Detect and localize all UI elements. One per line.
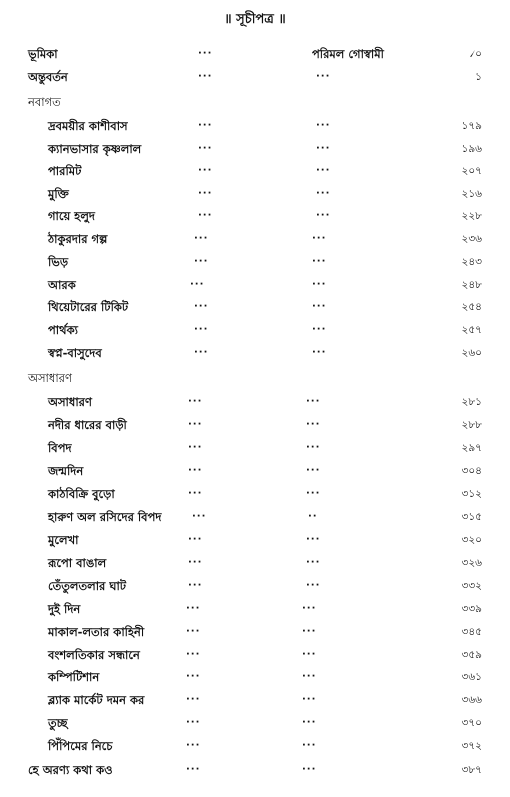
leader-dots: ··· bbox=[316, 143, 331, 154]
leader-dots: ··· bbox=[312, 279, 327, 290]
entry-page: ২০৭ bbox=[461, 165, 482, 177]
leader-dots: ··· bbox=[316, 188, 331, 199]
leader-dots: ··· bbox=[302, 764, 317, 775]
entry-page: ৩৭০ bbox=[461, 717, 482, 729]
toc-entry bbox=[0, 483, 510, 505]
entry-title: বিপদ bbox=[48, 441, 72, 455]
leader-dots: ··· bbox=[306, 465, 321, 476]
leader-dots: ··· bbox=[188, 488, 203, 499]
toc-entry bbox=[0, 666, 510, 688]
leader-dots: ·· bbox=[308, 511, 318, 522]
toc-entry bbox=[0, 342, 510, 364]
leader-dots: ··· bbox=[306, 419, 321, 430]
toc-entry bbox=[0, 598, 510, 620]
leader-dots: ··· bbox=[194, 233, 209, 244]
leader-dots: ··· bbox=[198, 210, 213, 221]
entry-title: জন্মদিন bbox=[48, 464, 84, 478]
leader-dots: ··· bbox=[188, 557, 203, 568]
entry-title: রূপো বাঙাল bbox=[48, 556, 107, 570]
entry-title: ব্ল্যাক মার্কেট দমন কর bbox=[48, 693, 145, 707]
entry-title: তেঁতুলতলার ঘাট bbox=[48, 579, 127, 593]
leader-dots: ··· bbox=[186, 671, 201, 682]
leader-dots: ··· bbox=[312, 256, 327, 267]
leader-dots: ··· bbox=[316, 71, 331, 82]
entry-title: পারমিট bbox=[48, 164, 82, 178]
entry-page: ২৯৭ bbox=[461, 442, 482, 454]
entry-title: হে অরণ্য কথা কও bbox=[28, 763, 113, 777]
entry-page: ৩২৬ bbox=[461, 557, 482, 569]
entry-title: স্বপ্ন-বাসুদেব bbox=[48, 346, 102, 360]
toc-entry bbox=[0, 274, 510, 296]
entry-title: ভূমিকা bbox=[28, 47, 58, 61]
entry-title: ভিড় bbox=[48, 255, 69, 269]
toc-entry bbox=[0, 138, 510, 160]
leader-dots: ··· bbox=[312, 347, 327, 358]
section-heading: নবাগত bbox=[28, 95, 61, 109]
entry-page: ২৮৮ bbox=[461, 419, 482, 431]
toc-entry bbox=[0, 391, 510, 413]
entry-title: কম্পিটিশান bbox=[48, 670, 100, 684]
leader-dots: ··· bbox=[186, 626, 201, 637]
toc-entry bbox=[0, 644, 510, 666]
entry-title: পিঁপিমের নিচে bbox=[48, 739, 113, 753]
toc-entry bbox=[0, 205, 510, 227]
leader-dots: ··· bbox=[188, 442, 203, 453]
leader-dots: ··· bbox=[186, 717, 201, 728]
entry-page: ১৯৬ bbox=[461, 143, 482, 155]
leader-dots: ··· bbox=[302, 740, 317, 751]
entry-page: ৩৮৭ bbox=[461, 764, 482, 776]
leader-dots: ··· bbox=[188, 396, 203, 407]
leader-dots: ··· bbox=[316, 120, 331, 131]
leader-dots: ··· bbox=[192, 511, 207, 522]
entry-title: তুচ্ছ bbox=[48, 716, 68, 730]
entry-page: ২২৮ bbox=[461, 210, 482, 222]
leader-dots: ··· bbox=[306, 580, 321, 591]
toc-entry bbox=[0, 712, 510, 734]
toc-entry bbox=[0, 529, 510, 551]
leader-dots: ··· bbox=[306, 442, 321, 453]
toc-entry bbox=[0, 437, 510, 459]
entry-title: কাঠবিক্রি বুড়ো bbox=[48, 487, 115, 501]
toc-entry bbox=[0, 759, 510, 781]
toc-entry bbox=[0, 66, 510, 88]
entry-page: ২৫৭ bbox=[461, 324, 482, 336]
entry-page: ১৭৯ bbox=[461, 120, 482, 132]
leader-dots: ··· bbox=[306, 396, 321, 407]
leader-dots: ··· bbox=[194, 347, 209, 358]
entry-page: ৩৩২ bbox=[461, 580, 482, 592]
leader-dots: ··· bbox=[302, 694, 317, 705]
leader-dots: ··· bbox=[194, 324, 209, 335]
section-heading: অসাধারণ bbox=[28, 371, 72, 385]
leader-dots: ··· bbox=[198, 48, 213, 59]
entry-title: দুই দিন bbox=[48, 602, 81, 616]
toc-entry bbox=[0, 115, 510, 137]
leader-dots: ··· bbox=[306, 557, 321, 568]
leader-dots: ··· bbox=[198, 188, 213, 199]
entry-page: ২৪৩ bbox=[461, 256, 482, 268]
entry-page: ৩১২ bbox=[461, 488, 482, 500]
entry-title: নদীর ধারের বাড়ী bbox=[48, 418, 127, 432]
entry-page: ৩৪৫ bbox=[461, 626, 482, 638]
entry-page: ১ bbox=[475, 71, 482, 83]
entry-page: ৴০ bbox=[469, 48, 482, 60]
entry-page: ২৪৮ bbox=[461, 279, 482, 291]
entry-page: ৩৭২ bbox=[461, 740, 482, 752]
toc-entry bbox=[0, 251, 510, 273]
entry-title: গায়ে হলুদ bbox=[48, 209, 95, 223]
entry-page: ২৮১ bbox=[461, 396, 482, 408]
toc-entry bbox=[0, 689, 510, 711]
leader-dots: ··· bbox=[306, 534, 321, 545]
leader-dots: ··· bbox=[186, 694, 201, 705]
entry-title: মাকাল-লতার কাহিনী bbox=[48, 625, 145, 639]
entry-title: পার্থক্য bbox=[48, 323, 78, 337]
leader-dots: ··· bbox=[188, 580, 203, 591]
toc-entry bbox=[0, 319, 510, 341]
toc-entry bbox=[0, 735, 510, 757]
entry-title: দ্রবময়ীর কাশীবাস bbox=[48, 119, 128, 133]
leader-dots: ··· bbox=[316, 210, 331, 221]
toc-entry bbox=[0, 160, 510, 182]
leader-dots: ··· bbox=[312, 233, 327, 244]
toc-entry bbox=[0, 296, 510, 318]
leader-dots: ··· bbox=[306, 488, 321, 499]
leader-dots: ··· bbox=[188, 465, 203, 476]
toc-entry bbox=[0, 460, 510, 482]
entry-page: ৩৬১ bbox=[461, 671, 482, 683]
entry-page: ৩৬৬ bbox=[461, 694, 482, 706]
entry-author: পরিমল গোস্বামী bbox=[312, 47, 384, 61]
leader-dots: ··· bbox=[302, 671, 317, 682]
leader-dots: ··· bbox=[194, 256, 209, 267]
entry-title: মুক্তি bbox=[48, 187, 69, 201]
leader-dots: ··· bbox=[186, 740, 201, 751]
leader-dots: ··· bbox=[186, 649, 201, 660]
entry-title: থিয়েটারের টিকিট bbox=[48, 300, 129, 314]
toc-entry bbox=[0, 621, 510, 643]
entry-title: অন্তুবর্তন bbox=[28, 70, 68, 84]
toc-entry bbox=[0, 414, 510, 436]
entry-title: হারুণ অল রসিদের বিপদ bbox=[48, 510, 162, 524]
entry-title: ঠাকুরদার গল্প bbox=[48, 232, 108, 246]
entry-title: আরক bbox=[48, 278, 76, 292]
entry-page: ৩০৪ bbox=[461, 465, 482, 477]
leader-dots: ··· bbox=[198, 143, 213, 154]
toc-entry bbox=[0, 552, 510, 574]
entry-page: ৩২০ bbox=[461, 534, 482, 546]
entry-title: বংশলতিকার সন্ধানে bbox=[48, 648, 140, 662]
leader-dots: ··· bbox=[188, 419, 203, 430]
entry-page: ৩৫৯ bbox=[461, 649, 482, 661]
page-title: ॥ সূচীপত্র ॥ bbox=[224, 12, 286, 27]
entry-page: ২৩৬ bbox=[461, 233, 482, 245]
entry-page: ২৫৪ bbox=[461, 301, 482, 313]
leader-dots: ··· bbox=[312, 301, 327, 312]
leader-dots: ··· bbox=[198, 71, 213, 82]
leader-dots: ··· bbox=[302, 649, 317, 660]
leader-dots: ··· bbox=[198, 165, 213, 176]
leader-dots: ··· bbox=[302, 717, 317, 728]
entry-title: ক্যানভাসার কৃষ্ণলাল bbox=[48, 142, 142, 156]
toc-entry bbox=[0, 43, 510, 65]
toc-entry bbox=[0, 575, 510, 597]
entry-page: ৩৩৯ bbox=[461, 603, 482, 615]
leader-dots: ··· bbox=[186, 764, 201, 775]
leader-dots: ··· bbox=[302, 626, 317, 637]
entry-page: ২১৬ bbox=[461, 188, 482, 200]
leader-dots: ··· bbox=[186, 603, 201, 614]
entry-title: অসাধারণ bbox=[48, 395, 92, 409]
entry-title: মুলেখা bbox=[48, 533, 79, 547]
leader-dots: ··· bbox=[190, 279, 205, 290]
toc-entry bbox=[0, 228, 510, 250]
leader-dots: ··· bbox=[316, 165, 331, 176]
toc-entry bbox=[0, 183, 510, 205]
leader-dots: ··· bbox=[198, 120, 213, 131]
entry-page: ২৬০ bbox=[461, 347, 482, 359]
leader-dots: ··· bbox=[188, 534, 203, 545]
leader-dots: ··· bbox=[312, 324, 327, 335]
toc-entry bbox=[0, 506, 510, 528]
entry-page: ৩১৫ bbox=[461, 511, 482, 523]
leader-dots: ··· bbox=[302, 603, 317, 614]
leader-dots: ··· bbox=[194, 301, 209, 312]
